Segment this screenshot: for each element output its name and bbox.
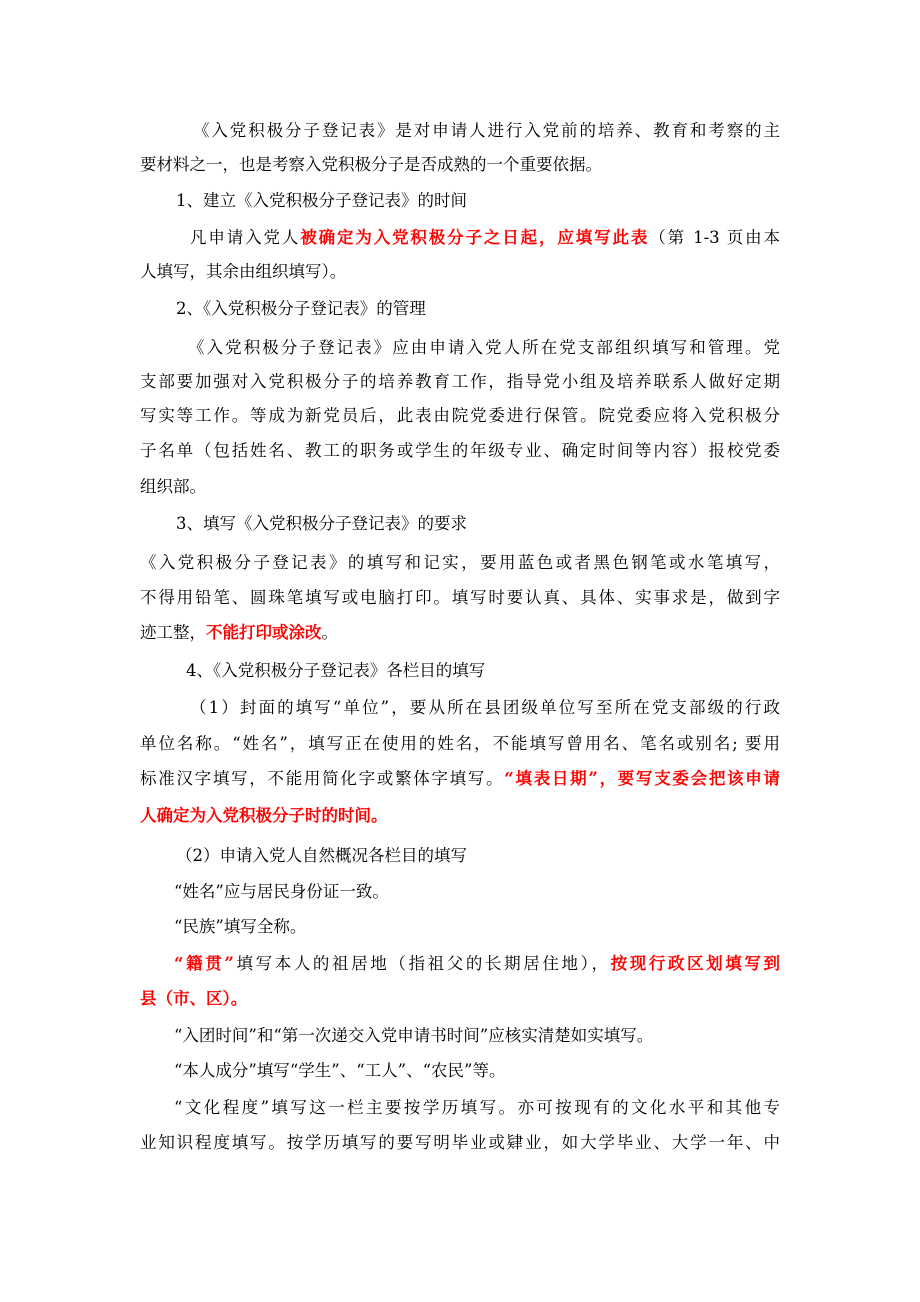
emphasis-text: 县（市、区）。 <box>140 989 248 1008</box>
paragraph-line: 单位名称。“姓名”，填写正在使用的姓名，不能填写曾用名、笔名或别名; 要用 <box>140 734 780 753</box>
section-heading: （2）申请入党人自然概况各栏目的填写 <box>176 846 467 865</box>
section-heading: 1、建立《入党积极分子登记表》的时间 <box>176 191 467 210</box>
paragraph-line: 业知识程度填写。按学历填写的要写明毕业或肄业，如大学毕业、大学一年、中 <box>140 1133 780 1152</box>
paragraph-line: 写实等工作。等成为新党员后，此表由院党委进行保管。院党委应将入党积极分 <box>140 406 780 425</box>
section-heading: 2、《入党积极分子登记表》的管理 <box>176 299 426 318</box>
paragraph-line: 《入党积极分子登记表》应由申请入党人所在党支部组织填写和管理。党 <box>188 338 780 357</box>
paragraph-line: 凡申请入党人被确定为入党积极分子之日起，应填写此表（第 1-3 页由本 <box>190 228 780 247</box>
paragraph-line: “入团时间”和“第一次递交入党申请书时间”应核实清楚如实填写。 <box>174 1026 654 1045</box>
paragraph-line <box>140 805 780 827</box>
paragraph-line: （1）封面的填写“单位”，要从所在县团级单位写至所在党支部级的行政 <box>190 698 780 717</box>
emphasis-text: “籍贯” <box>174 954 234 973</box>
paragraph-line: 组织部。 <box>140 477 206 496</box>
paragraph-line: 支部要加强对入党积极分子的培养教育工作，指导党小组及培养联系人做好定期 <box>140 372 780 391</box>
paragraph-line: 标准汉字填写，不能用简化字或繁体字填写。“填表日期”，要写支委会把该申请 <box>140 769 780 788</box>
paragraph-line: 《入党积极分子登记表》是对申请人进行入党前的培养、教育和考察的主 <box>193 121 780 140</box>
emphasis-text: 不能打印或涂改 <box>206 623 322 642</box>
paragraph-line: 人填写，其余由组织填写）。 <box>140 262 347 281</box>
emphasis-text: 被确定为入党积极分子之日起，应填写此表 <box>300 228 650 247</box>
paragraph-line: “文化程度”填写这一栏主要按学历填写。亦可按现有的文化水平和其他专 <box>174 1098 780 1117</box>
paragraph-line: “本人成分”填写“学生”、“工人”、“农民”等。 <box>174 1061 506 1080</box>
paragraph-line <box>140 988 780 1010</box>
paragraph-line: 要材料之一，也是考察入党积极分子是否成熟的一个重要依据。 <box>140 155 602 174</box>
paragraph-line: 《入党积极分子登记表》的填写和记实，要用蓝色或者黑色钢笔或水笔填写， <box>140 553 780 572</box>
paragraph-line: 不得用铅笔、圆珠笔填写或电脑打印。填写时要认真、具体、实事求是，做到字 <box>140 588 780 607</box>
paragraph-line: 迹工整，不能打印或涂改。 <box>140 623 338 642</box>
emphasis-text: 人确定为入党积极分子时的时间。 <box>140 806 388 825</box>
paragraph-line: “姓名”应与居民身份证一致。 <box>174 882 389 901</box>
section-heading: 3、填写《入党积极分子登记表》的要求 <box>176 514 467 533</box>
paragraph-line: “籍贯”填写本人的祖居地（指祖父的长期居住地），按现行政区划填写到 <box>174 954 780 973</box>
paragraph-line: 子名单（包括姓名、教工的职务或学生的年级专业、确定时间等内容）报校党委 <box>140 441 780 460</box>
paragraph-line: “民族”填写全称。 <box>174 917 307 936</box>
emphasis-text: “填表日期”，要写支委会把该申请 <box>504 769 780 788</box>
section-heading: 4、《入党积极分子登记表》各栏目的填写 <box>186 661 486 680</box>
emphasis-text: 按现行政区划填写到 <box>610 954 780 973</box>
